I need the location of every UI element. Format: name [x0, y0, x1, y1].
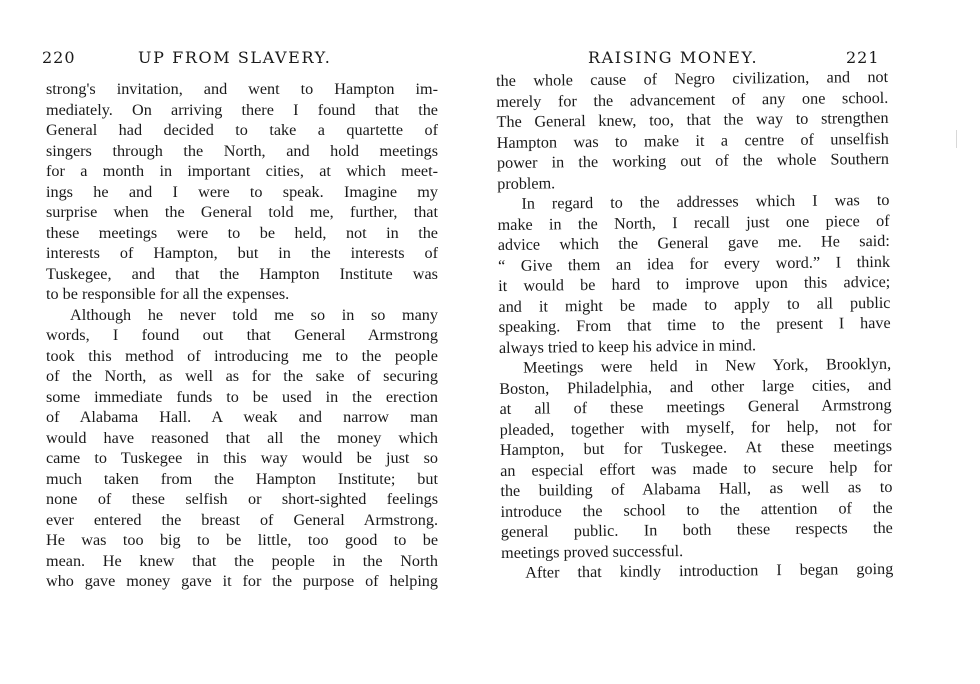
text-line: Hampton was to make it a centre of unselfish	[496, 129, 889, 152]
text-line: pleaded, together with myself, for help, not for	[499, 416, 892, 439]
page-edge-mark	[956, 130, 957, 148]
text-line: of Alabama Hall. A weak and narrow man	[46, 408, 438, 426]
text-line: singers through the North, and hold meetings	[46, 141, 438, 160]
text-line: interests of Hampton, but in the interests of	[46, 244, 438, 262]
text-line: these meetings were to be held, not in the	[46, 223, 438, 242]
text-line: mean. He knew that the people in the North	[46, 551, 438, 570]
text-line: advice which the General gave me. He said:	[497, 231, 890, 254]
left-page-body	[46, 79, 438, 592]
text-line: ever entered the breast of General Armstrong.	[46, 510, 438, 529]
text-line: The General knew, too, that the way to strengthen	[496, 108, 889, 131]
text-line: some immediate funds to be used in the erection	[46, 387, 438, 406]
text-line: none of these selfish or short-sighted feelings	[46, 490, 438, 508]
text-line: the building of Alabama Hall, as well as to	[500, 477, 893, 500]
text-line: surprise when the General told me, further, that	[46, 203, 438, 221]
text-line: introduce the school to the attention of the	[500, 498, 893, 521]
text-line: speaking. From that time to the present I have	[498, 313, 891, 336]
text-line: it would be hard to improve upon this advice;	[498, 272, 891, 295]
text-line: an especial effort was made to secure help for	[500, 457, 893, 480]
text-line: In regard to the addresses which I was to	[521, 190, 890, 213]
text-line: power in the working out of the whole Southern	[496, 149, 890, 172]
text-line: would have reasoned that all the money which	[46, 428, 438, 447]
text-line: He was too big to be little, too good to be	[46, 531, 438, 549]
text-line: merely for the advancement of any one school.	[496, 88, 889, 111]
right-page-body	[496, 67, 893, 584]
right-page	[490, 0, 980, 684]
text-line: “ Give them an idea for every word.” I think	[497, 252, 891, 275]
text-line: and it might be made to apply to all public	[498, 293, 891, 316]
text-line: problem.	[497, 173, 556, 193]
text-line: who gave money gave it for the purpose of helping	[46, 572, 438, 590]
text-line: general public. In both these respects the	[500, 518, 893, 541]
running-title-left: UP FROM SLAVERY.	[138, 48, 332, 67]
text-line: to be responsible for all the expenses.	[46, 285, 290, 303]
text-line: much taken from the Hampton Institute; but	[46, 469, 438, 488]
text-line: Hampton, but for Tuskegee. At these meetings	[499, 436, 893, 459]
text-line: of the North, as well as for the sake of securing	[46, 367, 438, 385]
text-line: make in the North, I recall just one piece of	[497, 211, 890, 234]
text-line: General had decided to take a quartette of	[46, 121, 438, 139]
text-line: always tried to keep his advice in mind.	[498, 335, 757, 357]
text-line: Meetings were held in New York, Brooklyn,	[523, 354, 892, 377]
text-line: Boston, Philadelphia, and other large cities, and	[499, 375, 892, 398]
text-line: words, I found out that General Armstrong	[46, 326, 438, 344]
text-line: meetings proved successful.	[500, 541, 684, 562]
text-line: Although he never told me so in so many	[70, 305, 438, 324]
text-line: the whole cause of Negro civilization, and not	[496, 67, 889, 90]
text-line: Tuskegee, and that the Hampton Institute was	[46, 264, 438, 283]
running-title-right: RAISING MONEY.	[588, 48, 759, 67]
page-number-right: 221	[846, 48, 880, 67]
text-line: took this method of introducing me to the people	[46, 346, 438, 365]
text-line: for a month in important cities, at which meet-	[46, 162, 438, 180]
text-line: strong's invitation, and went to Hampton im-	[46, 80, 438, 98]
text-line: ings he and I were to speak. Imagine my	[46, 182, 438, 201]
page-number-left: 220	[42, 48, 76, 67]
text-line: came to Tuskegee in this way would be just so	[46, 449, 438, 467]
text-line: mediately. On arriving there I found that the	[46, 100, 438, 119]
text-line: After that kindly introduction I began going	[525, 559, 894, 582]
text-line: at all of these meetings General Armstrong	[499, 395, 892, 418]
